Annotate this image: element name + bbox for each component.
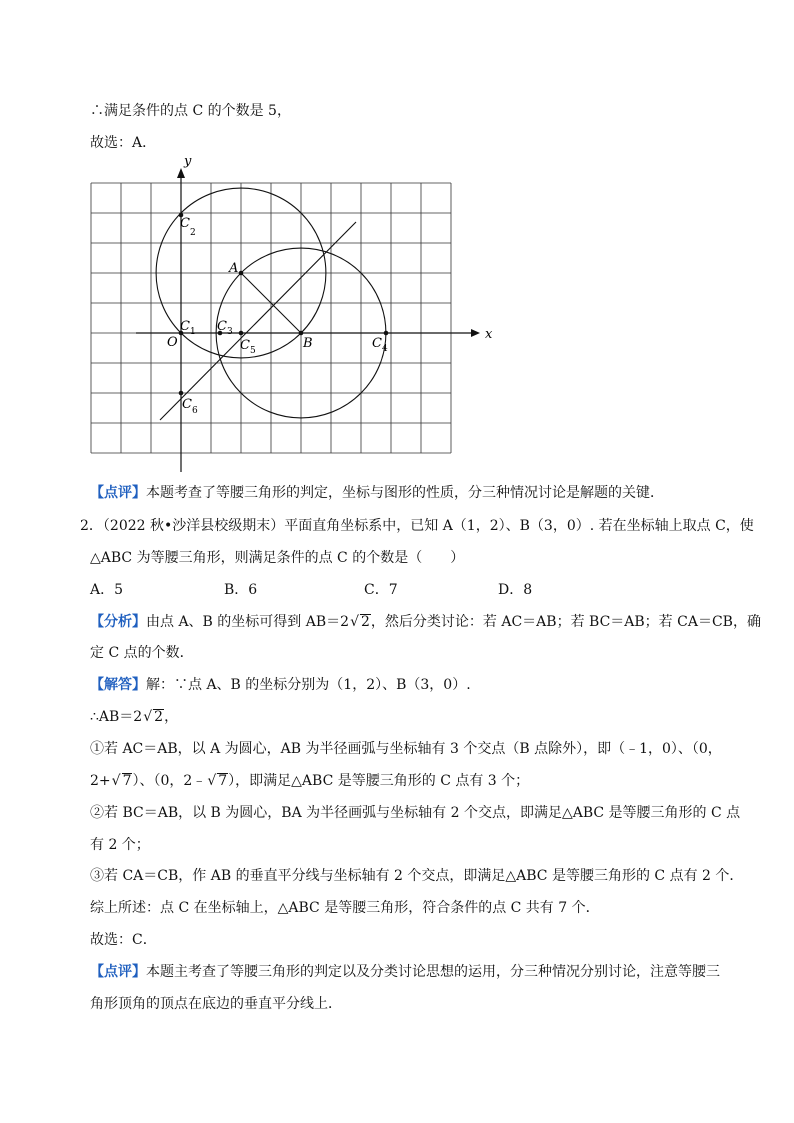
- case-1-radicand-2: 7: [218, 773, 228, 789]
- coordinate-figure: [0, 0, 794, 480]
- choice-a: A．5: [90, 582, 124, 598]
- case-1-line-1: ①若 AC＝AB，以 A 为圆心，AB 为半径画弧与坐标轴有 3 个交点（B 点除外），即（﹣1，0）、（0，: [90, 741, 722, 757]
- x-axis-arrow-icon: [471, 329, 480, 337]
- case-2-line-1: ②若 BC＝AB，以 B 为圆心，BA 为半径画弧与坐标轴有 2 个交点，即满足△ABC 是等腰三角形的 C 点: [90, 805, 741, 821]
- sqrt-icon: √: [350, 614, 359, 630]
- case-1-radicand-1: 7: [122, 773, 132, 789]
- sqrt-icon: √: [111, 773, 121, 789]
- analysis-text-b: ，然后分类讨论：若 AC＝AB；若 BC＝AB；若 CA＝CB，确: [370, 614, 761, 630]
- solution-2-line-2: [90, 707, 178, 727]
- points: [179, 213, 389, 396]
- solution-tag: 【解答】: [90, 677, 146, 693]
- answer-2-line: 故选：C．: [90, 932, 157, 948]
- label-c6: $C_6$: [182, 397, 198, 416]
- analysis-tag: 【分析】: [90, 614, 146, 630]
- label-c2: $C_2$: [180, 216, 196, 238]
- case-3-line: ③若 CA＝CB，作 AB 的垂直平分线与坐标轴有 2 个交点，即满足△ABC 是等腰三角形的 C 点有 2 个．: [90, 868, 744, 884]
- choice-c: C．7: [364, 582, 398, 598]
- case-1-text-a: 2+: [90, 773, 111, 789]
- solution-2-line-1: [90, 675, 471, 695]
- case-1-text-c: ），即满足△ABC 是等腰三角形的 C 点有 3 个；: [228, 773, 530, 789]
- case-2-line-2: 有 2 个；: [90, 837, 150, 853]
- choice-d: D．8: [498, 582, 533, 598]
- sqrt-icon: √: [143, 709, 153, 725]
- label-c5: $C_5$: [240, 338, 256, 356]
- problem-2-line-1: 2．（2022 秋•沙洋县校级期末）平面直角坐标系中，已知 A（1，2）、B（3，0）. 若在坐标轴上取点 C，使: [80, 518, 754, 534]
- y-axis-label: y: [184, 154, 192, 169]
- x-axis-label: x: [485, 327, 493, 342]
- point-a: [239, 271, 244, 276]
- comment-2-tag: 【点评】: [90, 964, 146, 980]
- problem-2-line-2: △ABC 为等腰三角形，则满足条件的点 C 的个数是（ ）: [90, 550, 465, 566]
- solution-2-text: 解：∵点 A、B 的坐标分别为（1，2）、B（3，0）.: [146, 677, 471, 693]
- comment-1-text: 本题考查了等腰三角形的判定，坐标与图形的性质，分三种情况讨论是解题的关键．: [146, 485, 664, 501]
- label-a: A: [229, 261, 239, 276]
- point-c6: [179, 391, 184, 396]
- conclusion-line: ∴满足条件的点 C 的个数是 5，: [90, 103, 291, 119]
- analysis-line-1: [90, 612, 761, 632]
- origin-label: O: [167, 335, 178, 350]
- ab-equals-text: ∴AB＝2: [90, 709, 143, 725]
- point-b: [299, 331, 304, 336]
- analysis-text-a: 由点 A、B 的坐标可得到 AB＝2: [146, 614, 350, 630]
- y-axis-arrow-icon: [177, 168, 185, 178]
- point-c5: [239, 331, 244, 336]
- comment-2-line-2: 角形顶角的顶点在底边的垂直平分线上．: [90, 996, 342, 1012]
- sqrt-icon: √: [207, 773, 217, 789]
- ab-radicand: 2: [154, 709, 164, 725]
- axes: [136, 154, 493, 472]
- comment-1-tag: 【点评】: [90, 485, 146, 501]
- answer-line: 故选：A．: [90, 135, 157, 151]
- choice-b: B．6: [224, 582, 258, 598]
- summary-line: 综上所述：点 C 在坐标轴上，△ABC 是等腰三角形，符合条件的点 C 共有 7 个．: [90, 900, 600, 916]
- case-1-line-2: [90, 771, 529, 791]
- comment-1: [90, 483, 664, 503]
- point-c4: [384, 331, 389, 336]
- analysis-line-2: 定 C 点的个数．: [90, 645, 194, 661]
- label-c1: $C_1$: [180, 319, 196, 337]
- label-c3: $C_3$: [217, 319, 233, 337]
- label-c4: $C_4$: [372, 336, 388, 354]
- label-b: B: [303, 336, 313, 351]
- comment-2-text: 本题主考查了等腰三角形的判定以及分类讨论思想的运用，分三种情况分别讨论，注意等腰三: [146, 964, 720, 980]
- ab-equals-tail: ，: [164, 709, 179, 725]
- analysis-radicand: 2: [360, 614, 370, 630]
- comment-2-line-1: [90, 962, 720, 982]
- case-1-text-b: ）、（0，2﹣: [132, 773, 207, 789]
